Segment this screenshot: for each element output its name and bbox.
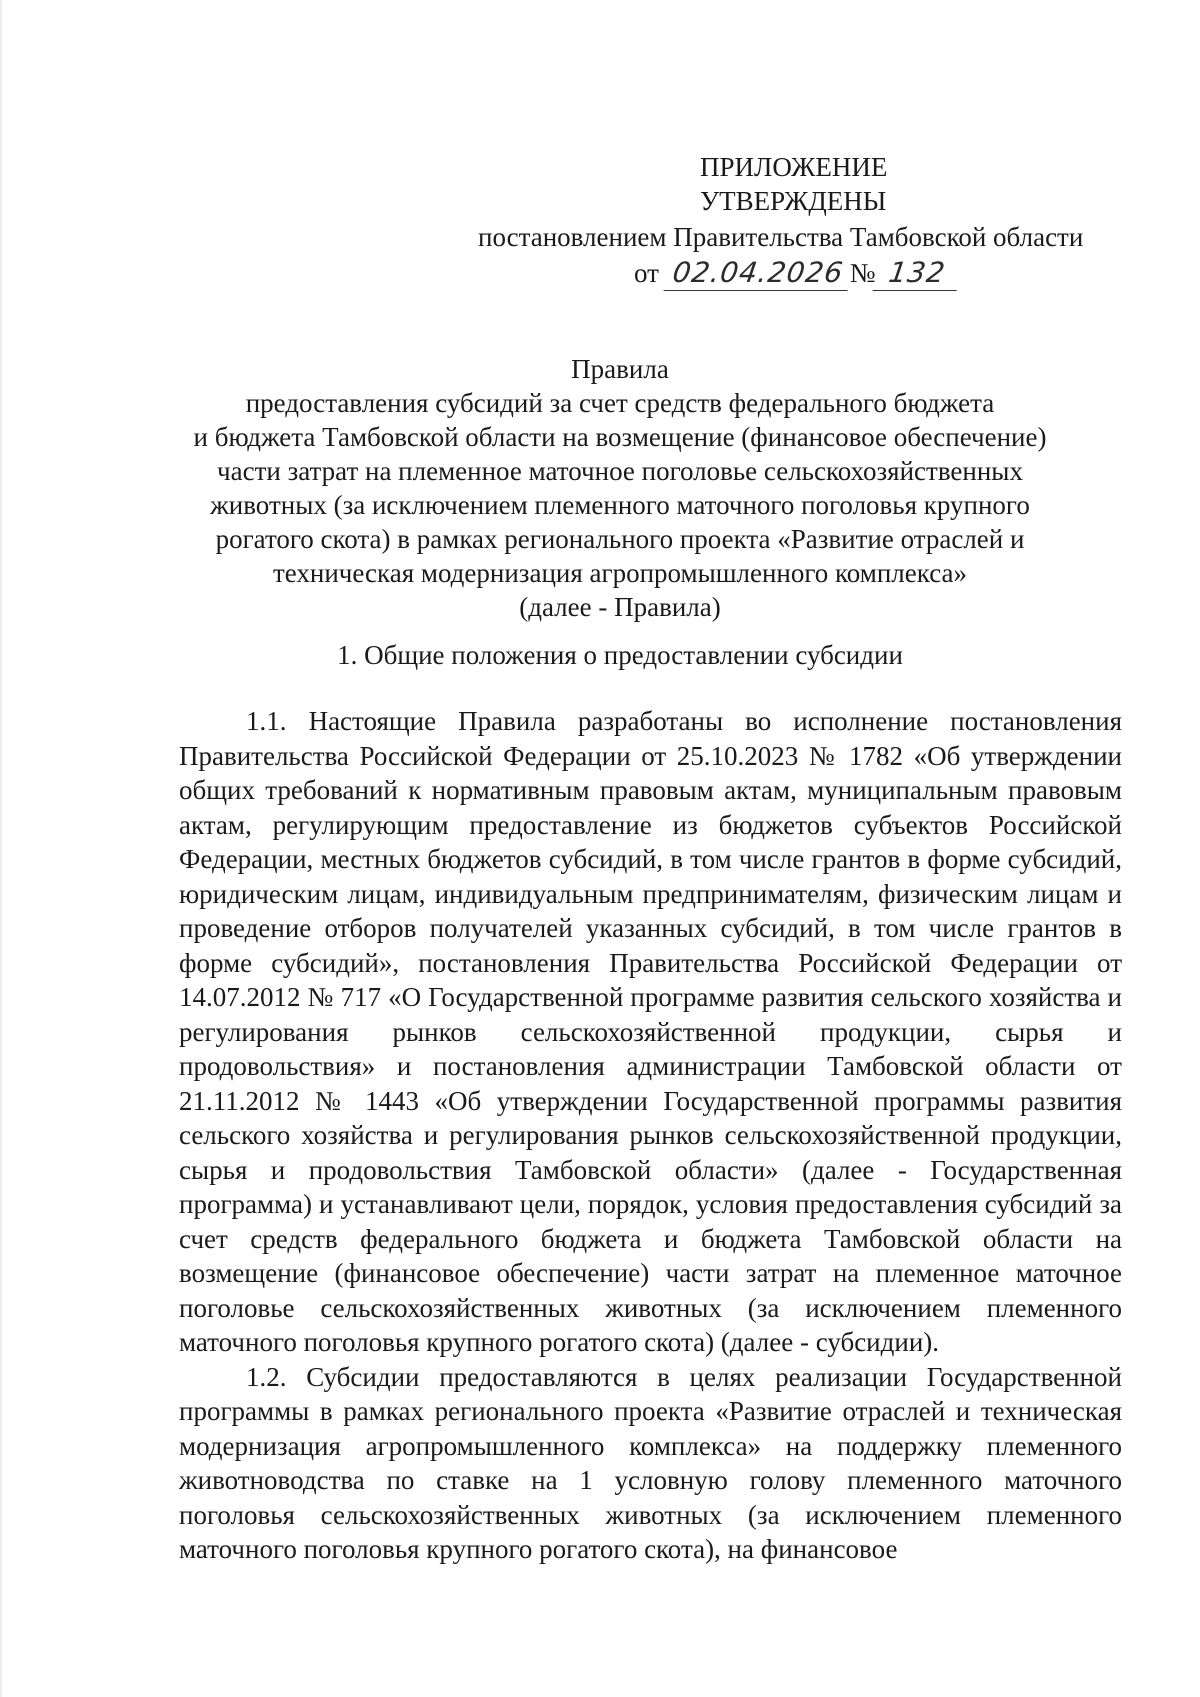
- number-sign: №: [849, 258, 876, 288]
- approved-label: УТВЕРЖДЕНЫ: [700, 186, 887, 216]
- appendix-label: ПРИЛОЖЕНИЕ: [700, 152, 888, 182]
- paragraph-1-2: 1.2. Субсидии предоставляются в целях реализации Государственной программы в рамках регионального проекта «Развитие отраслей и техническая модернизация агропромышленного комплекса» на поддержку племенного животноводства по ставке на 1 условную голову племенного маточного поголовья сельскохозяйственных животных (за исключением племенного маточного поголовья крупного рогатого скота), на финансовое: [179, 1361, 1122, 1564]
- paragraph-1-1: 1.1. Настоящие Правила разработаны во исполнение постановления Правительства Российской Федерации от 25.10.2023 № 1782 «Об утверждении общих требований к нормативным правовым актам, муниципальным правовым актам, регулирующим предоставление из бюджетов субъектов Российской Федерации, местных бюджетов субсидий, в том числе грантов в форме субсидий, юридическим лицам, индивидуальным предпринимателям, физическим лицам и проведение отборов получателей указанных субсидий, в том числе грантов в форме субсидий», постановления Правительства Российской Федерации от 14.07.2012 № 717 «О Государственной программе развития сельского хозяйства и регулирования рынков сельскохозяйственной продукции, сырья и продовольствия» и постановления администрации Тамбовской области от 21.11.2012 № 1443 «Об утверждении Государственной программы развития сельского хозяйства и регулирования рынков сельскохозяйственной продукции, сырья и продовольствия Тамбовской области» (далее - Государственная программа) и устанавливают цели, порядок, условия предоставления субсидий за счет средств федерального бюджета и бюджета Тамбовской области на возмещение (финансовое обеспечение) части затрат на племенное маточное поголовье сельскохозяйственных животных (за исключением племенного маточного поголовья крупного рогатого скота) (далее - субсидии).: [179, 706, 1122, 1357]
- decree-date-line: [634, 256, 959, 291]
- document-title: [170, 352, 1070, 624]
- title-line: рогатого скота) в рамках регионального проекта «Развитие отраслей и: [215, 524, 1025, 554]
- section-heading: 1. Общие положения о предоставлении субсидии: [337, 640, 903, 670]
- title-line: (далее - Правила): [519, 592, 721, 622]
- title-line: техническая модернизация агропромышленного комплекса»: [272, 558, 968, 588]
- title-line: и бюджета Тамбовской области на возмещение (финансовое обеспечение): [193, 422, 1047, 452]
- title-line: животных (за исключением племенного маточного поголовья крупного: [210, 490, 1030, 520]
- date-prefix: от: [634, 258, 659, 288]
- section-body: [179, 704, 1122, 1567]
- handwritten-date: 02.04.2026: [663, 256, 852, 291]
- title-line: предоставления субсидий за счет средств федерального бюджета: [245, 388, 995, 418]
- scan-edge: [0, 0, 3, 1697]
- handwritten-number: 132: [873, 256, 962, 291]
- title-word: Правила: [571, 354, 669, 384]
- title-line: части затрат на племенное маточное поголовье сельскохозяйственных: [217, 456, 1023, 486]
- decree-label: постановлением Правительства Тамбовской области: [478, 222, 1084, 252]
